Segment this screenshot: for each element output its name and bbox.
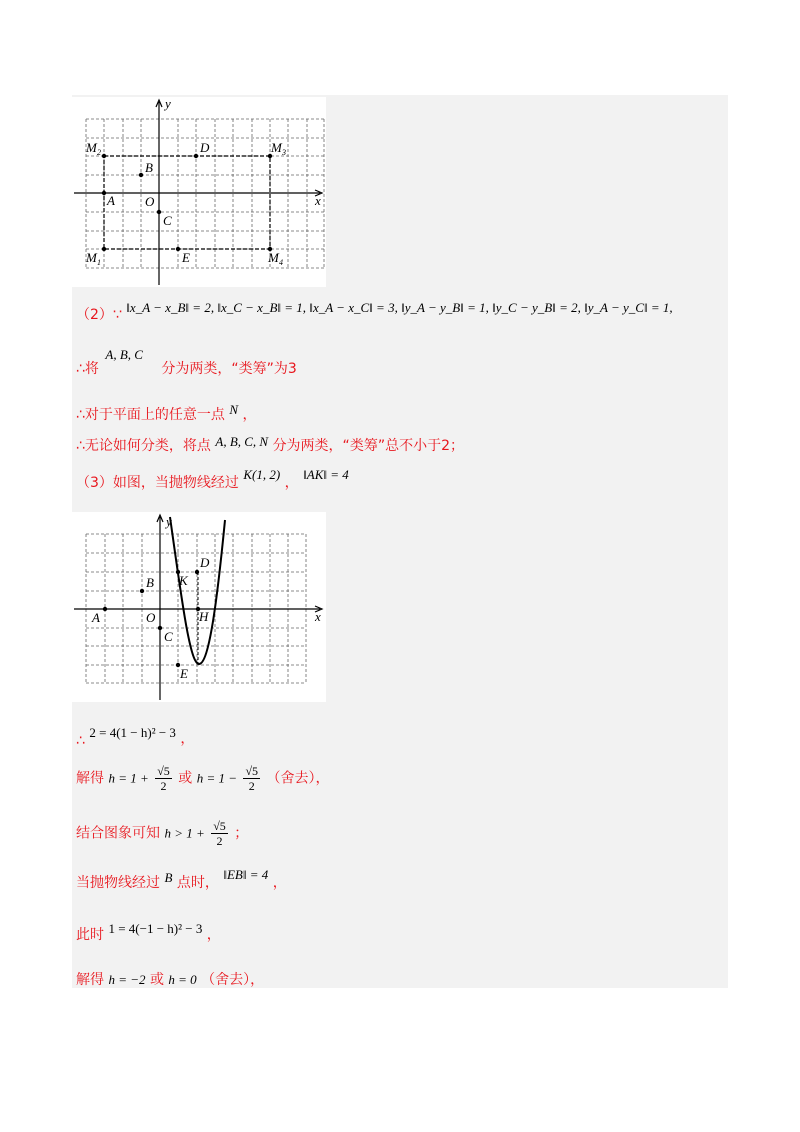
part2-line4: ∴无论如何分类，将点 A, B, C, N 分为两类，“类筹”总不小于2； xyxy=(76,434,464,454)
label-k: K xyxy=(179,573,188,588)
origin-label: O xyxy=(145,194,155,209)
coordinate-figure-1 xyxy=(72,97,326,287)
part3-line1: （3）如图，当抛物线经过 K(1, 2) ， ‖AK‖ = 4 xyxy=(76,467,349,491)
coordinate-figure-2 xyxy=(72,512,326,702)
part2-line2: ∴将 A, B, C 分为两类，“类筹”为3 xyxy=(76,347,297,377)
point-m1 xyxy=(102,247,106,251)
label-b-2: B xyxy=(146,575,154,590)
point-a xyxy=(103,607,107,611)
point-d xyxy=(194,154,198,158)
x-axis-label: x xyxy=(315,193,321,208)
point-d xyxy=(195,570,199,574)
label-c: C xyxy=(163,213,172,228)
grid-plot-2 xyxy=(72,512,326,702)
label-m3: M xyxy=(271,140,282,155)
norm-conditions: ‖x_A − x_B‖ = 2, ‖x_C − x_B‖ = 1, ‖x_A − x_C‖ = 3, ‖y_A − y_B‖ = 1, ‖y_C − y_B‖ = 2, ‖y_A − y_C‖ = 1, xyxy=(126,300,673,315)
x-axis-label-2: x xyxy=(315,609,321,624)
solution-line3: 结合图象可知 h > 1 + $\frac{√5}{2}$ ； xyxy=(76,819,249,848)
label-m3-sub: 3 xyxy=(282,148,286,157)
solution-line2: 解得 h = 1 + $\frac{√5}{2}$ 或 h = 1 − $\frac{√5}{2}$ （舍去）， xyxy=(76,764,330,793)
point-b xyxy=(139,173,143,177)
label-d-2: D xyxy=(200,555,210,570)
label-m2-sub: 2 xyxy=(97,148,101,157)
rectangle-m1m2m3m4 xyxy=(104,156,270,249)
label-a: A xyxy=(107,193,115,208)
label-m1-sub: 1 xyxy=(97,258,101,267)
part2-line3: ∴对于平面上的任意一点 N ， xyxy=(76,402,257,423)
solution-line5: 此时 1 = 4(−1 − h)² − 3 ， xyxy=(76,921,221,943)
point-a xyxy=(102,191,106,195)
label-e: E xyxy=(182,250,190,265)
solution-line6: 解得 h = −2 或 h = 0 （舍去）， xyxy=(76,972,265,988)
point-b xyxy=(140,589,144,593)
solution-line1: ∴ 2 = 4(1 − h)² − 3 ， xyxy=(76,725,195,749)
label-e-2: E xyxy=(180,666,188,681)
point-e xyxy=(176,247,180,251)
label-m4-sub: 4 xyxy=(279,258,283,267)
y-axis-label-2: y xyxy=(166,514,172,529)
label-m4: M xyxy=(268,250,279,265)
y-axis-label: y xyxy=(165,97,171,111)
points xyxy=(102,154,272,251)
point-m2 xyxy=(102,154,106,158)
origin-label-2: O xyxy=(146,610,156,625)
fraction-sqrt5-over-2-c: $\frac{√5}{2}$ xyxy=(213,819,226,848)
part2-line1: （2）∵ ‖x_A − x_B‖ = 2, ‖x_C − x_B‖ = 1, ‖x_A − x_C‖ = 3, ‖y_A − y_B‖ = 1, ‖y_C − y_B‖ = 2, ‖y_A − y_C‖ = 1, xyxy=(76,300,673,323)
label-h: H xyxy=(199,609,209,624)
fraction-sqrt5-over-2-b: $\frac{√5}{2}$ xyxy=(245,764,259,793)
label-m2: M xyxy=(86,140,97,155)
label-m1: M xyxy=(86,250,97,265)
grid-plot-1 xyxy=(72,97,326,287)
label-a-2: A xyxy=(92,610,100,625)
label-d: D xyxy=(200,140,210,155)
label-b: B xyxy=(145,160,153,175)
solution-line4: 当抛物线经过 B 点时， ‖EB‖ = 4 ， xyxy=(76,867,287,891)
point-c xyxy=(157,210,161,214)
fraction-sqrt5-over-2: $\frac{√5}{2}$ xyxy=(157,764,170,793)
label-c-2: C xyxy=(164,629,173,644)
point-c xyxy=(158,626,162,630)
